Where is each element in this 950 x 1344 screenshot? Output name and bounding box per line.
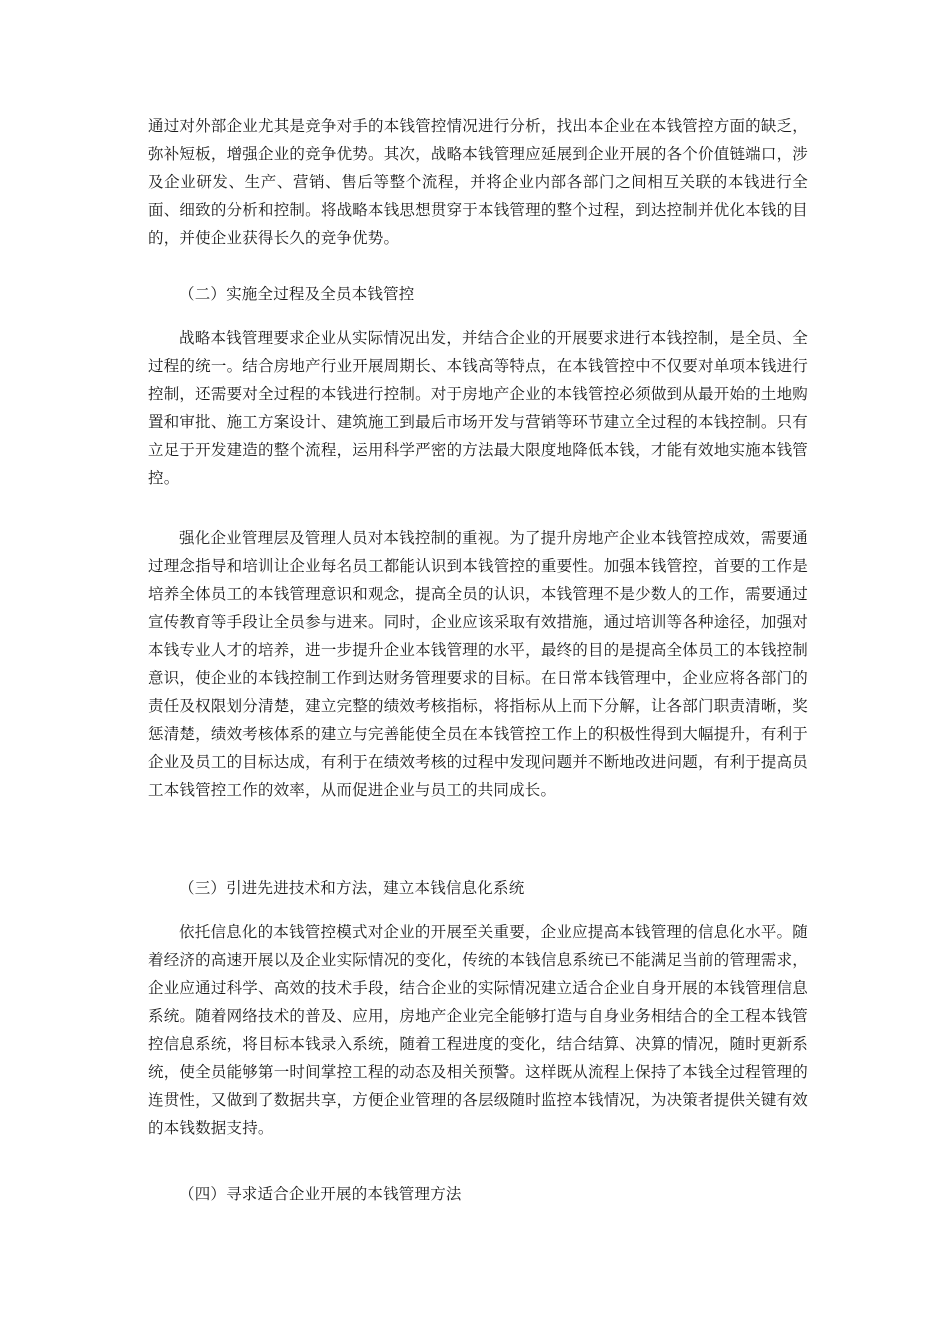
section-heading-4: （四）寻求适合企业开展的本钱管理方法 [179,1185,462,1203]
section-heading-2: （二）实施全过程及全员本钱管控 [179,285,415,303]
paragraph: 强化企业管理层及管理人员对本钱控制的重视。为了提升房地产企业本钱管控成效，需要通过理念指导和培训让企业每名员工都能认识到本钱管控的重要性。加强本钱管控，首要的工作是培养全体员工的本钱管理意识和观念，提高全员的认识，本钱管理不是少数人的工作，需要通过宣传教育等手段让全员参与进来。同时，企业应该采取有效措施，通过培训等各种途径，加强对本钱专业人才的培养，进一步提升企业本钱管理的水平，最终的目的是提高全体员工的本钱控制意识，使企业的本钱控制工作到达财务管理要求的目标。在日常本钱管理中，企业应将各部门的责任及权限划分清楚，建立完整的绩效考核指标，将指标从上而下分解，让各部门职责清晰，奖惩清楚，绩效考核体系的建立与完善能使全员在本钱管控工作上的积极性得到大幅提升，有利于企业及员工的目标达成，有利于在绩效考核的过程中发现问题并不断地改进问题，有利于提高员工本钱管控工作的效率，从而促进企业与员工的共同成长。 [148,529,808,799]
paragraph: 依托信息化的本钱管控模式对企业的开展至关重要，企业应提高本钱管理的信息化水平。随着经济的高速开展以及企业实际情况的变化，传统的本钱信息系统已不能满足当前的管理需求，企业应通过科学、高效的技术手段，结合企业的实际情况建立适合企业自身开展的本钱管理信息系统。随着网络技术的普及、应用，房地产企业完全能够打造与自身业务相结合的全工程本钱管控信息系统，将目标本钱录入系统，随着工程进度的变化，结合结算、决算的情况，随时更新系统，使全员能够第一时间掌控工程的动态及相关预警。这样既从流程上保持了本钱全过程管理的连贯性，又做到了数据共享，方便企业管理的各层级随时监控本钱情况，为决策者提供关键有效的本钱数据支持。 [148,923,808,1137]
section-heading-3: （三）引进先进技术和方法，建立本钱信息化系统 [179,879,525,897]
paragraph-continued: 通过对外部企业尤其是竞争对手的本钱管控情况进行分析，找出本企业在本钱管控方面的缺乏，弥补短板，增强企业的竞争优势。其次，战略本钱管理应延展到企业开展的各个价值链端口，涉及企业研发、生产、营销、售后等整个流程，并将企业内部各部门之间相互关联的本钱进行全面、细致的分析和控制。将战略本钱思想贯穿于本钱管理的整个过程，到达控制并优化本钱的目的，并使企业获得长久的竞争优势。 [148,117,808,247]
paragraph: 战略本钱管理要求企业从实际情况出发，并结合企业的开展要求进行本钱控制，是全员、全过程的统一。结合房地产行业开展周期长、本钱高等特点，在本钱管控中不仅要对单项本钱进行控制，还需要对全过程的本钱进行控制。对于房地产企业的本钱管控必须做到从最开始的土地购置和审批、施工方案设计、建筑施工到最后市场开发与营销等环节建立全过程的本钱控制。只有立足于开发建造的整个流程，运用科学严密的方法最大限度地降低本钱，才能有效地实施本钱管控。 [148,329,808,487]
